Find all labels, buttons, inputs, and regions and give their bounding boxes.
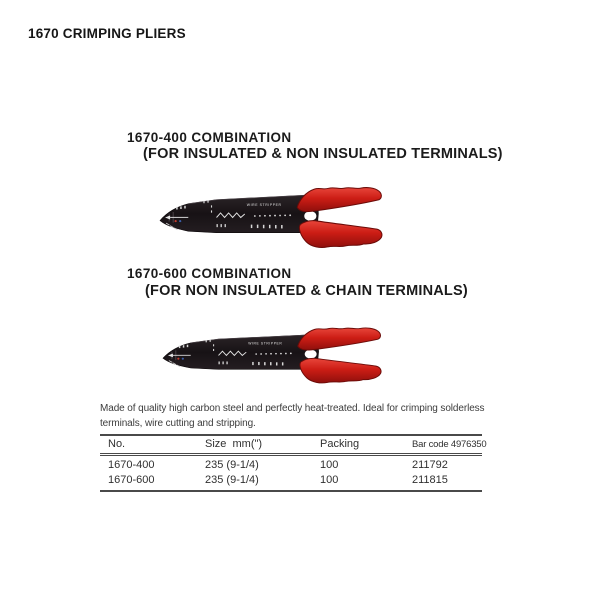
header-packing: Packing: [320, 438, 360, 450]
product-heading-1670-400: 1670-400 COMBINATION: [127, 130, 292, 145]
spec-table-header-row: [100, 434, 487, 456]
product-subheading-1670-400: (FOR INSULATED & NON INSULATED TERMINALS): [143, 146, 503, 162]
page-title: 1670 CRIMPING PLIERS: [28, 26, 186, 41]
header-size: Size mm("): [205, 438, 263, 450]
header-barcode: Bar code 4976350: [412, 439, 487, 450]
cell-barcode: 211792: [412, 459, 448, 471]
cell-packing: 100: [320, 474, 339, 486]
cell-packing: 100: [320, 459, 339, 471]
product-subheading-1670-600: (FOR NON INSULATED & CHAIN TERMINALS): [145, 283, 468, 299]
table-row-1670-400: [100, 459, 482, 471]
spec-table-body: [100, 456, 482, 492]
cell-barcode: 211815: [412, 474, 448, 486]
product-heading-1670-600: 1670-600 COMBINATION: [127, 266, 292, 281]
spec-table: [100, 434, 487, 492]
cell-size: 235 (9-1/4): [205, 474, 259, 486]
table-row-1670-600: [100, 474, 482, 486]
header-no: No.: [108, 438, 126, 450]
cell-size: 235 (9-1/4): [205, 459, 259, 471]
cell-no: 1670-600: [108, 474, 155, 486]
product-description: Made of quality high carbon steel and perfectly heat-treated. Ideal for crimping solderless terminals, wire cutting and stripping.: [100, 403, 485, 429]
cell-no: 1670-400: [108, 459, 155, 471]
product-photo-1670-400: [158, 180, 388, 253]
product-photo-1670-600: [161, 321, 387, 388]
